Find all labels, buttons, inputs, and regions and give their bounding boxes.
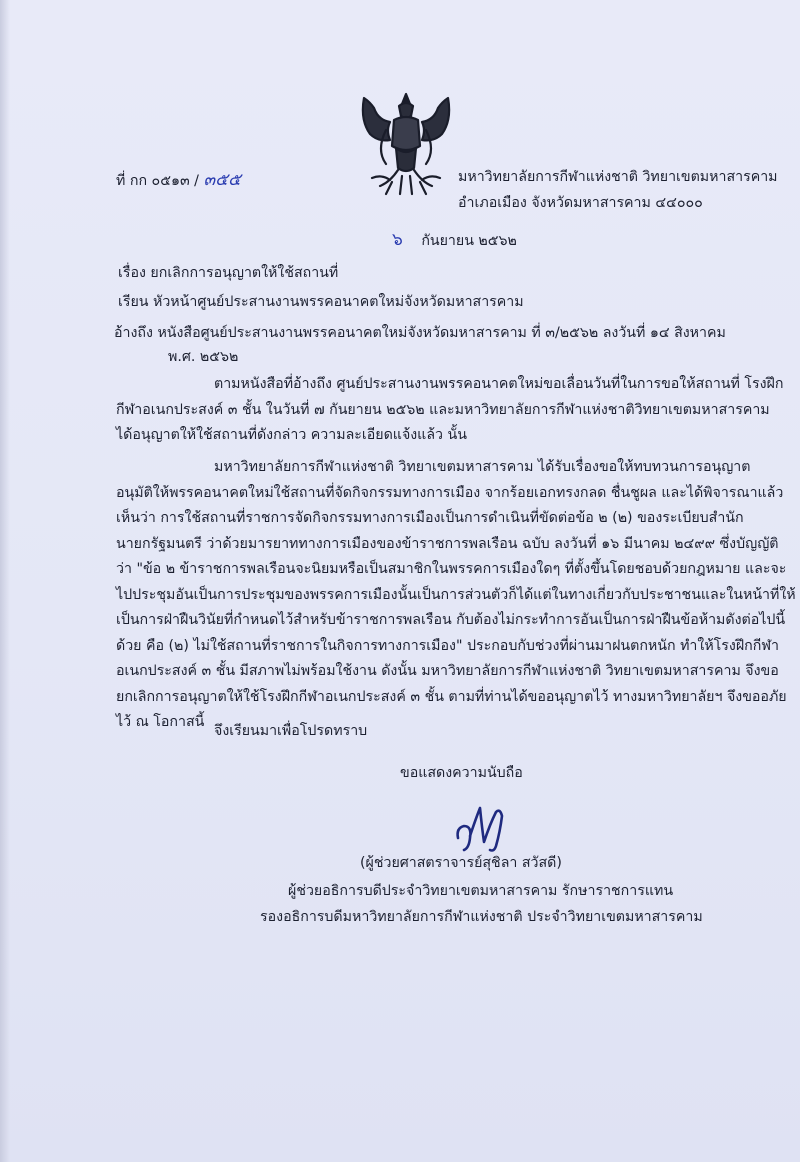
recipient-line: เรียน หัวหน้าศูนย์ประสานงานพรรคอนาคตใหม่จังหวัดมหาสารคาม [118,294,524,310]
reference-number-prefix: ที่ กก ๐๕๑๓ / [116,173,199,189]
paragraph-2-line: มหาวิทยาลัยการกีฬาแห่งชาติ วิทยาเขตมหาสารคาม ได้รับเรื่องขอให้ทบทวนการอนุญาต [214,459,751,475]
reference-number [116,166,241,193]
paragraph-2-line: อนุมัติให้พรรคอนาคตใหม่ใช้สถานที่จัดกิจกรรมทางการเมือง จากร้อยเอกทรงกลด ชื่นชูผล และได้พิจารณาแล้ว [116,484,784,501]
paragraph-1-line: ตามหนังสือที่อ้างถึง ศูนย์ประสานงานพรรคอนาคตใหม่ขอเลื่อนวันที่ในการขอให้สถานที่ โรงฝึก [214,376,784,392]
paragraph-2-line: นายกรัฐมนตรี ว่าด้วยมารยาททางการเมืองของข้าราชการพลเรือน ฉบับ ลงวันที่ ๑๖ มีนาคม ๒๔๙๙ ซึ่งบัญญัติ [116,535,779,552]
paragraph-2 [116,455,796,736]
date-day-handwritten: ๖ [392,230,403,250]
reference-line-1: อ้างถึง หนังสือศูนย์ประสานงานพรรคอนาคตใหม่จังหวัดมหาสารคาม ที่ ๓/๒๕๖๒ ลงวันที่ ๑๔ สิงหาคม [114,325,726,341]
paragraph-2-line: ว่า "ข้อ ๒ ข้าราชการพลเรือนจะนิยมหรือเป็นสมาชิกในพรรคการเมืองใดๆ ที่ตั้งขึ้นโดยชอบด้วยกฎหมาย และจะ [116,561,787,577]
letter-date [392,226,517,253]
paragraph-2-line: ยกเลิกการอนุญาตให้ใช้โรงฝึกกีฬาอเนกประสงค์ ๓ ชั้น ตามที่ท่านได้ขออนุญาตไว้ ทางมหาวิทยาลัยฯ จึงขออภัย [116,688,787,705]
paragraph-3: จึงเรียนมาเพื่อโปรดทราบ [214,723,368,739]
handwritten-signature [450,798,520,854]
reference-number-handwritten: ๓๕๕ [203,170,241,190]
paragraph-2-line: ด้วย คือ (๒) ไม่ใช้สถานที่ราชการในกิจการทางการเมือง" ประกอบกับช่วงที่ผ่านมาฝนตกหนัก ทำให้โรงฝึกกีฬา [116,637,779,654]
paragraph-1 [116,372,784,449]
university-address: อำเภอเมือง จังหวัดมหาสารคาม ๔๔๐๐๐ [458,195,703,211]
garuda-emblem-icon [356,90,456,198]
signer-title-2: รองอธิการบดีมหาวิทยาลัยการกีฬาแห่งชาติ ประจำวิทยาเขตมหาสารคาม [260,909,703,925]
signer-name: (ผู้ช่วยศาสตราจารย์สุชิลา สวัสดี) [360,855,562,871]
paragraph-2-line: ไว้ ณ โอกาสนี้ [116,714,205,730]
date-month-year: กันยายน ๒๕๖๒ [421,233,517,249]
paragraph-2-line: ไปประชุมอันเป็นการประชุมของพรรคการเมืองนั้นเป็นการส่วนตัวก็ได้แต่ในทางเกี่ยวกับประชาชนและในหน้าที่ให้ [116,586,796,603]
paragraph-1-line: กีฬาอเนกประสงค์ ๓ ชั้น ในวันที่ ๗ กันยายน ๒๕๖๒ และมหาวิทยาลัยการกีฬาแห่งชาติวิทยาเขตมหาสารคาม [116,401,770,418]
paragraph-2-line: เป็นการฝ่าฝืนวินัยที่กำหนดไว้สำหรับข้าราชการพลเรือน กับต้องไม่กระทำการอันเป็นการฝ่าฝืนข้อห้ามดังต่อไปนี้ [116,612,786,628]
reference-line-2: พ.ศ. ๒๕๖๒ [168,349,239,365]
paragraph-1-line: ได้อนุญาตให้ใช้สถานที่ดังกล่าว ความละเอียดแจ้งแล้ว นั้น [116,427,467,443]
closing-salutation: ขอแสดงความนับถือ [400,765,523,781]
paragraph-2-line: เห็นว่า การใช้สถานที่ราชการจัดกิจกรรมทางการเมืองเป็นการดำเนินที่ขัดต่อข้อ ๒ (๒) ของระเบียบสำนัก [116,510,744,526]
paragraph-2-line: อเนกประสงค์ ๓ ชั้น มีสภาพไม่พร้อมใช้งาน ดังนั้น มหาวิทยาลัยการกีฬาแห่งชาติ วิทยาเขตมหาสารคาม จึงขอ [116,663,779,679]
subject-line: เรื่อง ยกเลิกการอนุญาตให้ใช้สถานที่ [118,265,339,281]
university-name: มหาวิทยาลัยการกีฬาแห่งชาติ วิทยาเขตมหาสารคาม [458,169,778,185]
signer-title-1: ผู้ช่วยอธิการบดีประจำวิทยาเขตมหาสารคาม รักษาราชการแทน [288,883,674,899]
